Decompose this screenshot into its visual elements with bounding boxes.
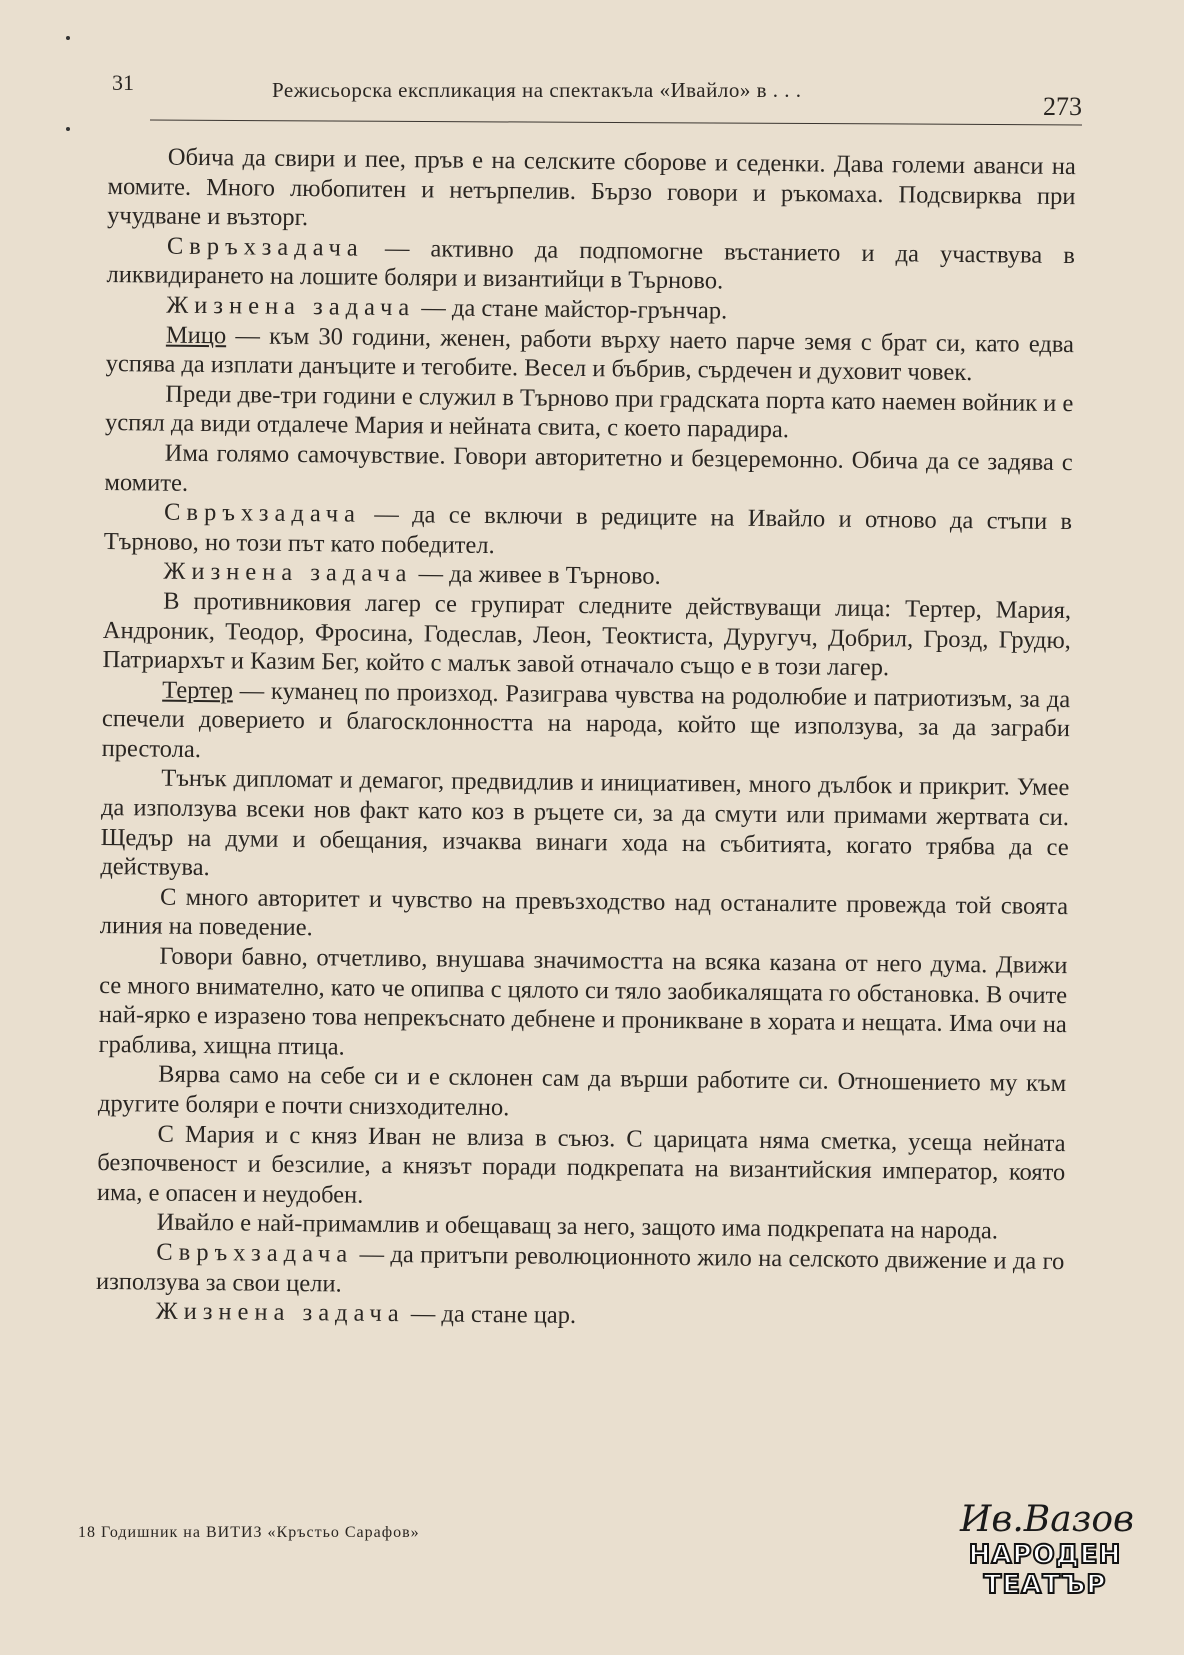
logo-signature: Ив.Вазов bbox=[960, 1499, 1134, 1540]
spaced-label: Жизнена задача bbox=[163, 557, 413, 588]
header-left-number: 31 bbox=[112, 70, 134, 95]
paragraph bbox=[98, 1059, 1067, 1128]
running-header bbox=[112, 66, 1082, 121]
paragraph-text: — да стане майстор-грънчар. bbox=[421, 294, 728, 325]
paragraph bbox=[96, 1237, 1065, 1306]
paragraph-text: С Мария и с княз Иван не влиза в съюз. С царицата няма сметка, усеща нейната безпочвеност и безсилие, а князът поради подкрепата на византийския император, която има, е опасен и неудобен. bbox=[96, 1120, 1066, 1209]
spaced-label: Жизнена задача bbox=[166, 291, 416, 322]
paragraph bbox=[102, 586, 1071, 685]
speck bbox=[66, 127, 70, 131]
character-name: Тертер bbox=[162, 676, 234, 705]
paragraph-text: Преди две-три години е служил в Търново при градската порта като наемен войник и е успял да види отдалече Мария и нейната свита, с което парадира. bbox=[104, 380, 1074, 444]
paragraph bbox=[104, 497, 1073, 566]
paragraph bbox=[107, 142, 1076, 241]
paragraph-text: Има голямо самочувствие. Говори авторитетно и безцеремонно. Обича да се задява с момите. bbox=[104, 439, 1073, 497]
page-number: 273 bbox=[1043, 92, 1082, 121]
paragraph-text: — да стане цар. bbox=[410, 1300, 577, 1330]
header-rule bbox=[150, 120, 1082, 126]
paragraph-text: Ивайло е най-примамлив и обещаващ за него, защото има подкрепата на народа. bbox=[156, 1208, 999, 1245]
footer-signature: 18 Годишник на ВИТИЗ «Кръстьо Сарафов» bbox=[78, 1524, 420, 1541]
paragraph bbox=[100, 763, 1069, 892]
spaced-label: Свръхзадача bbox=[166, 232, 364, 262]
spaced-label: Жизнена задача bbox=[155, 1297, 405, 1328]
paragraph bbox=[98, 941, 1067, 1070]
paragraph-text: В противниковия лагер се групират следните действуващи лица: Тертер, Мария, Андроник, Теодор, Фросина, Годеслав, Леон, Теоктиста, Дуругуч, Добрил, Грозд, Грудю, Патриархът и Казим Бег, който с малък завой отначало също е в този лагер. bbox=[102, 587, 1072, 682]
paragraph-text: — да се включи в редиците на Ивайло и отново да стъпи в Търново, но този път като победител. bbox=[103, 500, 1073, 559]
national-theatre-logo bbox=[960, 1499, 1134, 1610]
body-text bbox=[96, 142, 1076, 1336]
paragraph bbox=[104, 438, 1073, 507]
paragraph bbox=[106, 231, 1075, 300]
character-name: Мицо bbox=[165, 321, 227, 349]
logo-line1: НАРОДЕН bbox=[968, 1540, 1122, 1570]
paragraph-text: Обича да свири и пее, пръв е на селските сборове и седенки. Дава големи аванси на момите. Много любопитен и нетърпелив. Бързо говори и ръкомаха. Подсвирква при учудване и възторг. bbox=[107, 143, 1076, 232]
paragraph-text: — да притъпи революционното жило на селското движение и да го използува за свои цели. bbox=[95, 1240, 1065, 1298]
spaced-label: Свръхзадача bbox=[163, 498, 362, 528]
spaced-label: Свръхзадача bbox=[156, 1238, 354, 1268]
paragraph bbox=[100, 882, 1069, 951]
paragraph bbox=[101, 675, 1070, 774]
header-title: Режисьорска експликация на спектакъла «Ивайло» в . . . bbox=[272, 78, 802, 102]
paragraph bbox=[97, 1119, 1066, 1218]
paragraph-text: Вярва само на себе си и е склонен сам да върши работите си. Отношението му към другите боляри е почти снизходително. bbox=[97, 1060, 1067, 1122]
paragraph bbox=[106, 320, 1075, 389]
paragraph bbox=[105, 379, 1074, 448]
paragraph-text: Тънък дипломат и демагог, предвидлив и инициативен, много дълбок и прикрит. Умее да използува всеки нов факт като коз в ръцете си, за да смути или примами жертвата си. Щедър на думи и обещания, изчаква винаги хода на събитията, когато трябва да се действува. bbox=[100, 765, 1070, 882]
paragraph-text: Говори бавно, отчетливо, внушава значимостта на всяка казана от него дума. Движи се много внимателно, като че опипва с цялото си тяло заобикалящата го обстановка. В очите най-ярко е изразено това непрекъснато дебнене и проникване в хората и нещата. Има очи на граблива, хищна птица. bbox=[98, 942, 1068, 1061]
speck bbox=[66, 36, 70, 40]
paragraph-text: — активно да подпомогне въстанието и да участвува в ликвидирането на лошите боляри и византийци в Търново. bbox=[106, 234, 1076, 295]
paragraph-text: С много авторитет и чувство на превъзходство над останалите провежда той своята линия на поведение. bbox=[99, 883, 1069, 942]
paragraph-text: — куманец по произход. Разиграва чувства на родолюбие и патриотизъм, за да спечели доверието и благосклонността на народа, който ще използува, за да заграби престола. bbox=[101, 677, 1071, 763]
paragraph-text: — към 30 години, женен, работи върху наето парче земя с брат си, като едва успява да изплати данъците и тегобите. Весел и бъбрив, сърдечен и духовит човек. bbox=[105, 321, 1075, 387]
logo-line2: ТЕАТЪР bbox=[983, 1570, 1107, 1600]
paragraph-text: — да живее в Търново. bbox=[418, 560, 661, 591]
